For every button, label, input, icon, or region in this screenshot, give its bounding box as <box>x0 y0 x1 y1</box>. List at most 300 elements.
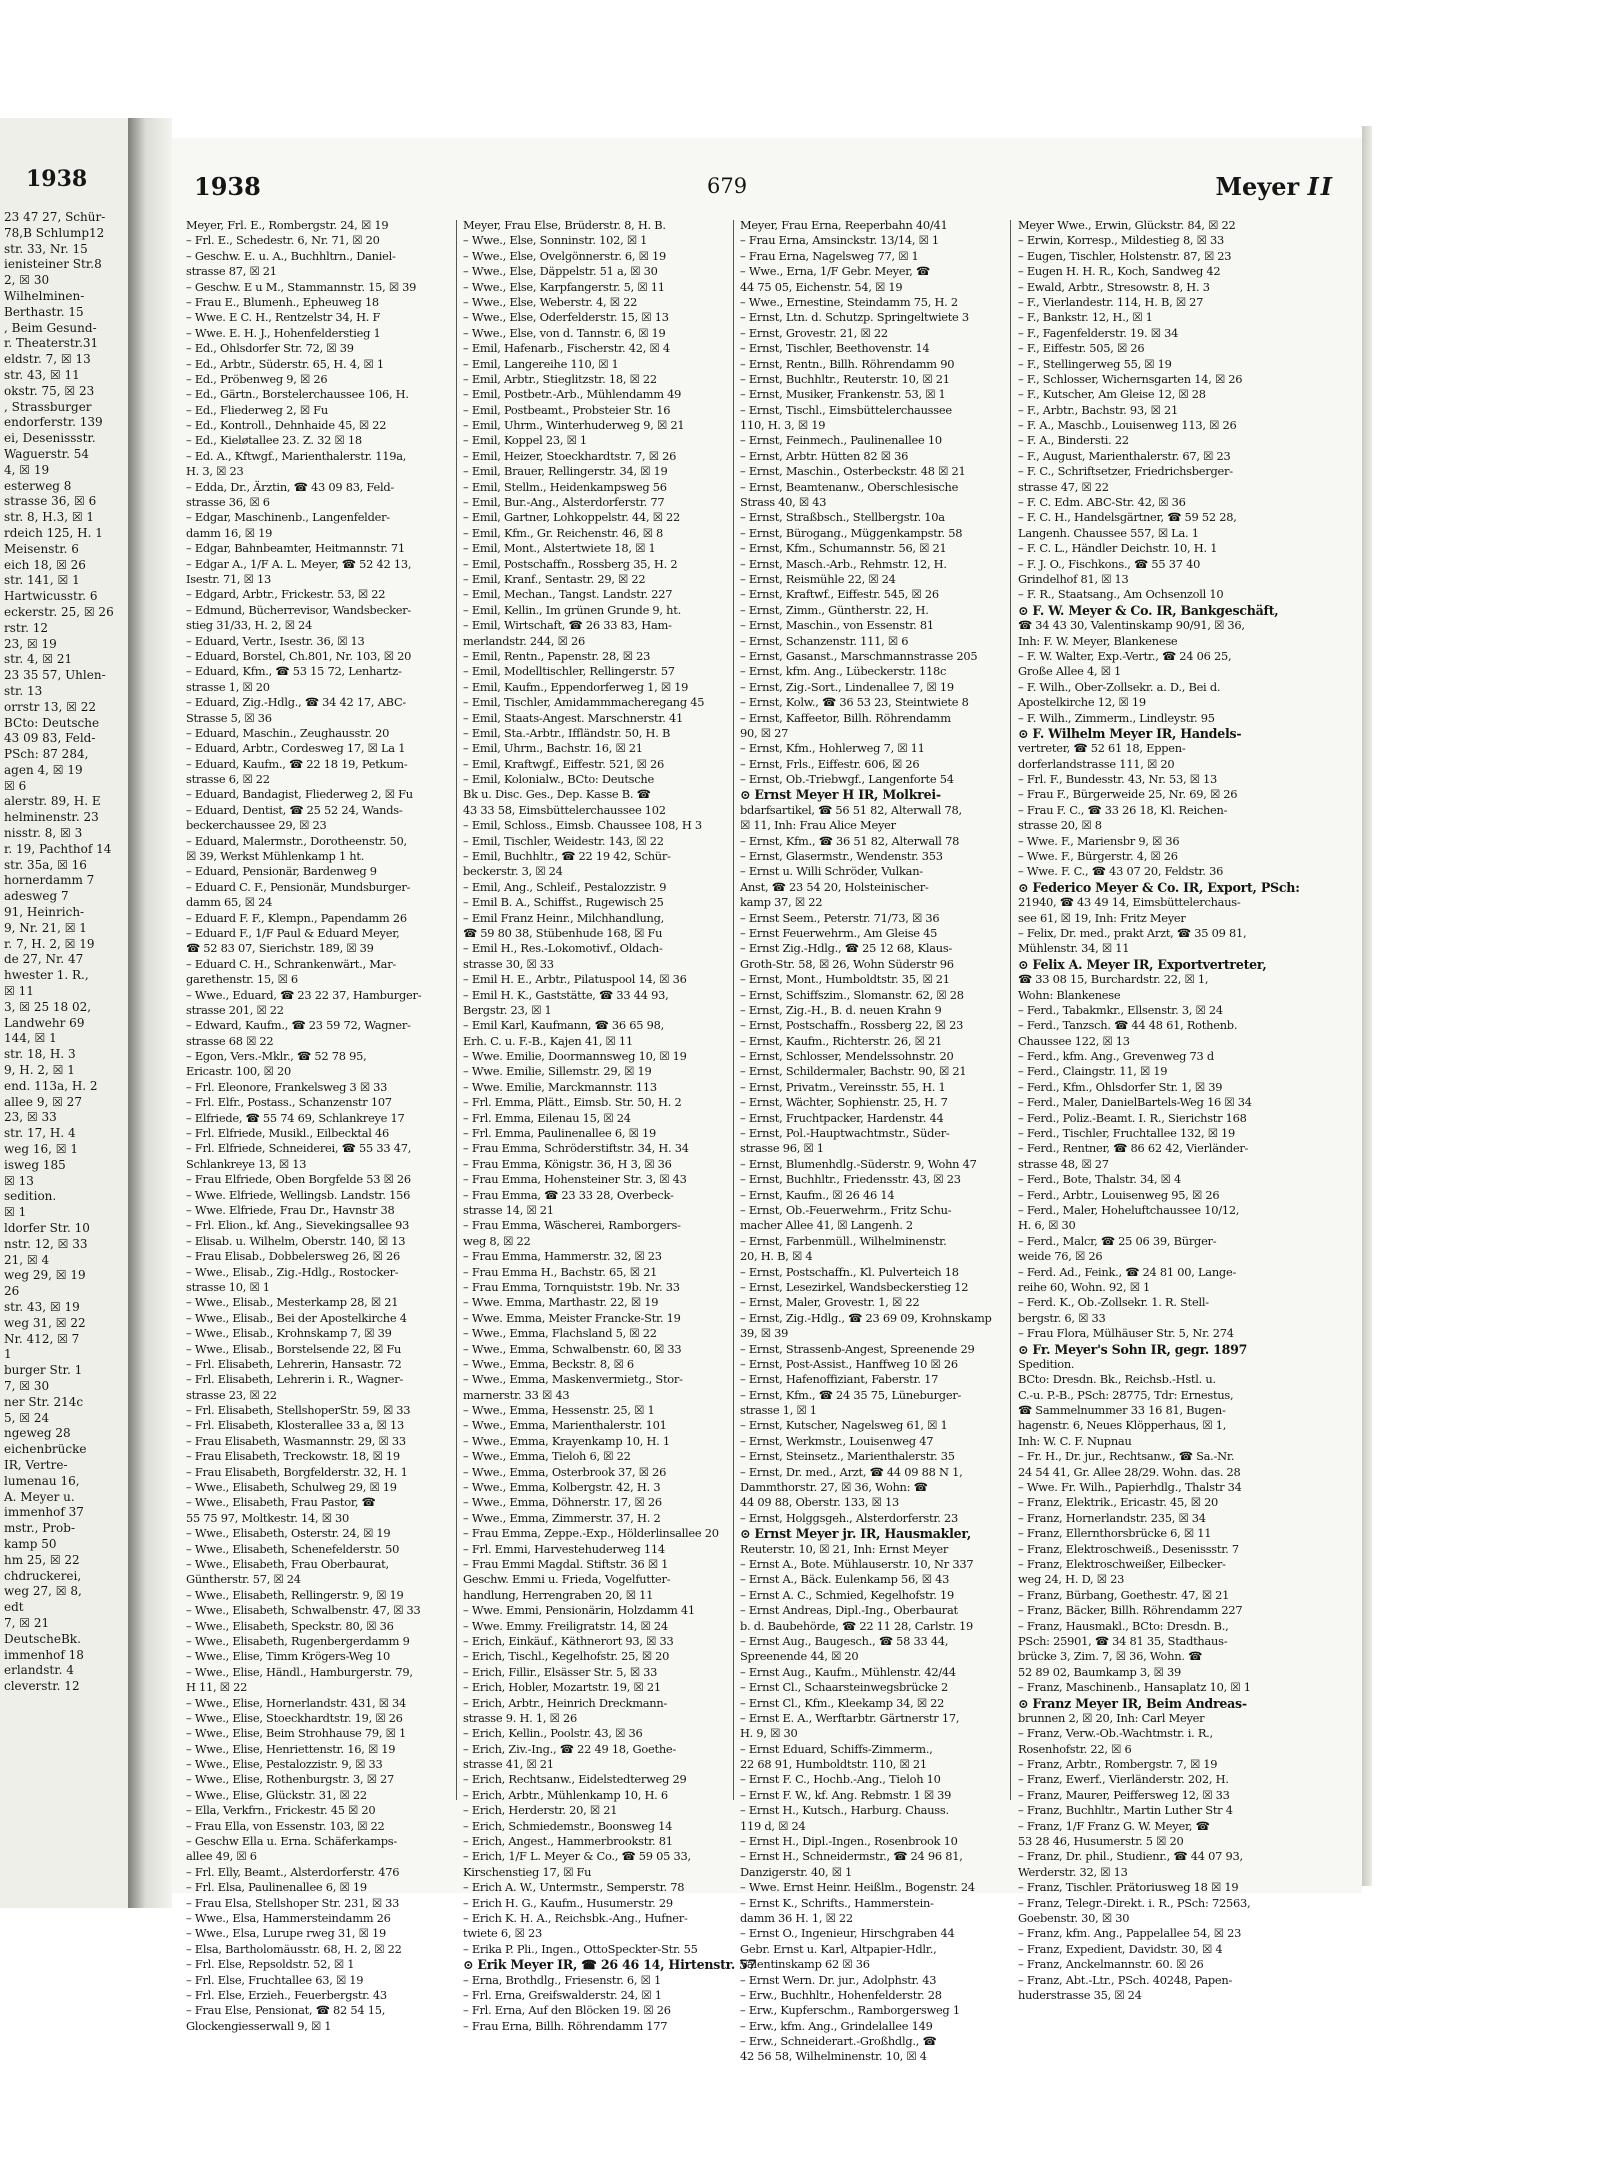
directory-entry-line: PSch: 25901, ☎ 34 81 35, Stadthaus- <box>1018 1633 1228 1648</box>
directory-entry-line: – Geschw. E u M., Stammannstr. 15, ☒ 39 <box>186 279 417 294</box>
directory-entry-line: – Ernst, Schiffszim., Slomanstr. 62, ☒ 28 <box>740 987 964 1002</box>
directory-entry-line: – Wwe., Emma, Marienthalerstr. 101 <box>463 1418 667 1433</box>
directory-entry-line: str. 141, ☒ 1 <box>4 573 80 588</box>
directory-entry-line: – Eduard F. F., Klempn., Papendamm 26 <box>186 910 407 925</box>
directory-entry-line: orrstr 13, ☒ 22 <box>4 699 96 714</box>
directory-entry-line: – Frl. Emma, Paulinenallee 6, ☒ 19 <box>463 1126 656 1141</box>
directory-entry-line: – Emil, Kolonialw., BCto: Deutsche <box>463 772 654 787</box>
directory-entry-line: 90, ☒ 27 <box>740 725 789 740</box>
directory-entry-line: – Ernst A., Bote. Mühlauserstr. 10, Nr 337 <box>740 1556 974 1571</box>
directory-entry-line: – Frau Elisabeth, Treckowstr. 18, ☒ 19 <box>186 1449 400 1464</box>
directory-entry-line: damm 65, ☒ 24 <box>186 895 273 910</box>
directory-entry-line: ☎ 59 80 38, Stübenhude 168, ☒ Fu <box>463 925 663 940</box>
directory-entry-line: Danzigerstr. 40, ☒ 1 <box>740 1864 853 1879</box>
directory-entry-line: – Emil, Rentn., Papenstr. 28, ☒ 23 <box>463 648 651 663</box>
directory-entry-line: – Ernst, Schildermaler, Bachstr. 90, ☒ 21 <box>740 1064 967 1079</box>
directory-entry-line: – Erw., kfm. Ang., Grindelallee 149 <box>740 2018 933 2033</box>
directory-entry-line: weg 24, H. D, ☒ 23 <box>1018 1572 1125 1587</box>
directory-entry-line: – Ernst Eduard, Schiffs-Zimmerm., <box>740 1741 933 1756</box>
directory-entry-line: BCto: Deutsche <box>4 715 100 730</box>
directory-entry-line: – Frau Flora, Mülhäuser Str. 5, Nr. 274 <box>1018 1326 1234 1341</box>
directory-entry-line: – Emil, Heizer, Stoeckhardtstr. 7, ☒ 26 <box>463 448 677 463</box>
directory-entry-line: – Eugen, Tischler, Holstenstr. 87, ☒ 23 <box>1018 248 1232 263</box>
directory-entry-line: – Emil, Arbtr., Stieglitzstr. 18, ☒ 22 <box>463 371 657 386</box>
directory-entry-line: – F. C. Edm. ABC-Str. 42, ☒ 36 <box>1018 495 1186 510</box>
directory-entry-line: 23, ☒ 19 <box>4 636 57 651</box>
directory-entry-line: – Eduard, Dentist, ☎ 25 52 24, Wands- <box>186 802 403 817</box>
directory-entry-line: – Wwe., Eduard, ☎ 23 22 37, Hamburger- <box>186 987 422 1002</box>
directory-entry-line: – F., Stellingerweg 55, ☒ 19 <box>1018 356 1172 371</box>
directory-entry-line: – Erich, Ziv.-Ing., ☎ 22 49 18, Goethe- <box>463 1741 677 1756</box>
directory-entry-line: Waguerstr. 54 <box>4 446 89 461</box>
directory-entry-line: – Frau Emmi Magdal. Stiftstr. 36 ☒ 1 <box>463 1556 669 1571</box>
directory-entry-line: – Eduard, Borstel, Ch.801, Nr. 103, ☒ 20 <box>186 648 412 663</box>
directory-entry-line: – Erich, Hobler, Mozartstr. 19, ☒ 21 <box>463 1680 661 1695</box>
directory-entry-line: ☒ 6 <box>4 778 27 793</box>
directory-entry-line: – Ernst, Postschaffn., Kl. Pulverteich 18 <box>740 1264 959 1279</box>
directory-entry-line: – Frau Ella, von Essenstr. 103, ☒ 22 <box>186 1818 385 1833</box>
directory-entry-line: – Wwe., Else, Karpfangerstr. 5, ☒ 11 <box>463 279 665 294</box>
directory-entry-line: – Ernst H., Dipl.-Ingen., Rosenbrook 10 <box>740 1834 958 1849</box>
directory-entry-line: Reuterstr. 10, ☒ 21, Inh: Ernst Meyer <box>740 1541 949 1556</box>
directory-entry-line: strasse 48, ☒ 27 <box>1018 1156 1109 1171</box>
directory-entry-line: – Frl. Emma, Eilenau 15, ☒ 24 <box>463 1110 631 1125</box>
directory-entry-line: – Wwe. Emma, Meister Francke-Str. 19 <box>463 1310 681 1325</box>
directory-entry-line: – Geschw Ella u. Erna. Schäferkamps- <box>186 1834 397 1849</box>
directory-entry-line: – Emil, Kellin., Im grünen Grunde 9, ht. <box>463 602 681 617</box>
directory-entry-line: – Ernst, Maler, Grovestr. 1, ☒ 22 <box>740 1295 920 1310</box>
directory-entry-line: – F., Arbtr., Bachstr. 93, ☒ 21 <box>1018 402 1178 417</box>
directory-entry-line: 23, ☒ 33 <box>4 1110 57 1125</box>
directory-entry-line: – Emil, Hafenarb., Fischerstr. 42, ☒ 4 <box>463 341 670 356</box>
directory-entry-line: r. 7, H. 2, ☒ 19 <box>4 936 95 951</box>
directory-entry-line: – Wwe. E C. H., Rentzelstr 34, H. F <box>186 310 381 325</box>
directory-entry-line: – Wwe., Elise, Pestalozzistr. 9, ☒ 33 <box>186 1757 383 1772</box>
directory-entry-line: – Ernst, Pol.-Hauptwachtmstr., Süder- <box>740 1126 950 1141</box>
directory-entry-line: ☎ 33 08 15, Burchardstr. 22, ☒ 1, <box>1018 972 1209 987</box>
directory-entry-line: 9, H. 2, ☒ 1 <box>4 1063 75 1078</box>
directory-entry-line: – Ernst F. C., Hochb.-Ang., Tieloh 10 <box>740 1772 941 1787</box>
directory-entry-line: – Ernst, Steinsetz., Marienthalerstr. 35 <box>740 1449 955 1464</box>
directory-entry-line: ☒ 11, Inh: Frau Alice Meyer <box>740 818 896 833</box>
directory-entry-line: – Erich, Kellin., Poolstr. 43, ☒ 36 <box>463 1726 643 1741</box>
directory-entry-line: strasse 10, ☒ 1 <box>186 1279 270 1294</box>
directory-entry-line: sedition. <box>4 1189 57 1204</box>
directory-entry-line: – Wwe., Else, Oderfelderstr. 15, ☒ 13 <box>463 310 669 325</box>
directory-entry-line: huderstrasse 35, ☒ 24 <box>1018 1987 1142 2002</box>
directory-entry-line: – Frl. Else, Repsoldstr. 52, ☒ 1 <box>186 1957 355 1972</box>
directory-entry-line: – Ernst, Gasanst., Marschmannstrasse 205 <box>740 648 978 663</box>
directory-entry-line: – Ernst, kfm. Ang., Lübeckerstr. 118c <box>740 664 947 679</box>
directory-entry-line: – Emil, Kaufm., Eppendorferweg 1, ☒ 19 <box>463 679 689 694</box>
directory-entry-line: – Frau Elisab., Dobbelersweg 26, ☒ 26 <box>186 1249 401 1264</box>
directory-entry-line: H. 3, ☒ 23 <box>186 464 244 479</box>
directory-entry-line: – Ferd., Bote, Thalstr. 34, ☒ 4 <box>1018 1172 1182 1187</box>
directory-entry-line: ⊙ F. W. Meyer & Co. IR, Bankgeschäft, <box>1018 602 1279 618</box>
directory-entry-line: str. 13 <box>4 683 43 698</box>
directory-entry-line: Meyer, Frl. E., Rombergstr. 24, ☒ 19 <box>186 218 389 232</box>
directory-entry-line: – Emil, Sta.-Arbtr., Iffländstr. 50, H. B <box>463 725 671 740</box>
directory-entry-line: – Erich K. H. A., Reichsbk.-Ang., Hufner- <box>463 1910 688 1925</box>
directory-entry-line: Wilhelminen- <box>4 288 85 303</box>
directory-entry-line: – Wwe. Emmi, Pensionärin, Holzdamm 41 <box>463 1603 695 1618</box>
directory-entry-line: IR, Vertre- <box>4 1457 68 1472</box>
directory-entry-line: – Ernst, Maschin., Osterbeckstr. 48 ☒ 21 <box>740 464 966 479</box>
directory-entry-line: – Edgard, Arbtr., Frickestr. 53, ☒ 22 <box>186 587 386 602</box>
directory-entry-line: Anst, ☎ 23 54 20, Holsteinischer- <box>740 879 929 894</box>
directory-entry-line: 39, ☒ 39 <box>740 1326 789 1341</box>
directory-entry-line: – Ferd., Tanzsch. ☎ 44 48 61, Rothenb. <box>1018 1018 1238 1033</box>
directory-entry-line: – Erw., Kupferschm., Ramborgersweg 1 <box>740 2003 960 2018</box>
directory-entry-line: hagenstr. 6, Neues Klöpperhaus, ☒ 1, <box>1018 1418 1227 1433</box>
directory-entry-line: – Emil Franz Heinr., Milchhandlung, <box>463 910 665 925</box>
directory-entry-line: see 61, ☒ 19, Inh: Fritz Meyer <box>1018 910 1186 925</box>
directory-entry-line: 110, H. 3, ☒ 19 <box>740 418 826 433</box>
directory-entry-line: – Eduard, Kaufm., ☎ 22 18 19, Petkum- <box>186 756 408 771</box>
directory-entry-line: – Ernst, Zig.-Hdlg., ☎ 23 69 09, Krohnskamp <box>740 1310 992 1325</box>
directory-entry-line: – Frl. Elfriede, Musikl., Eilbecktal 46 <box>186 1126 390 1141</box>
directory-entry-line: – Emil, Gartner, Lohkoppelstr. 44, ☒ 22 <box>463 510 681 525</box>
directory-entry-line: – Emil, Kfm., Gr. Reichenstr. 46, ☒ 8 <box>463 525 664 540</box>
directory-entry-line: 55 75 97, Moltkestr. 14, ☒ 30 <box>186 1510 350 1525</box>
directory-entry-line: – Franz, Ellernthorsbrücke 6, ☒ 11 <box>1018 1526 1212 1541</box>
directory-entry-line: beckerchaussee 29, ☒ 23 <box>186 818 327 833</box>
directory-entry-line: kamp 50 <box>4 1536 57 1551</box>
directory-entry-line: – Frau F., Bürgerweide 25, Nr. 69, ☒ 26 <box>1018 787 1238 802</box>
directory-entry-line: – Eduard F., 1/F Paul & Eduard Meyer, <box>186 925 400 940</box>
directory-entry-line: – Emil, Postschaffn., Rossberg 35, H. 2 <box>463 556 678 571</box>
directory-entry-line: rdeich 125, H. 1 <box>4 525 103 540</box>
directory-entry-line: – Franz, 1/F Franz G. W. Meyer, ☎ <box>1018 1818 1210 1833</box>
directory-entry-line: – Wwe., Emma, Tieloh 6, ☒ 22 <box>463 1449 631 1464</box>
directory-entry-line: nisstr. 8, ☒ 3 <box>4 826 83 841</box>
directory-entry-line: – Ed., Fliederweg 2, ☒ Fu <box>186 402 328 417</box>
directory-entry-line: – Ernst, Dr. med., Arzt, ☎ 44 09 88 N 1, <box>740 1464 963 1479</box>
directory-entry-line: – Emil, Postbeamt., Probsteier Str. 16 <box>463 402 671 417</box>
directory-entry-line: – Ernst, Buchhltr., Reuterstr. 10, ☒ 21 <box>740 371 950 386</box>
directory-entry-line: Schlankreye 13, ☒ 13 <box>186 1156 307 1171</box>
directory-entry-line: edt <box>4 1600 24 1615</box>
directory-entry-line: – Ernst u. Willi Schröder, Vulkan- <box>740 864 923 879</box>
directory-entry-line: adesweg 7 <box>4 889 69 904</box>
directory-entry-line: weg 8, ☒ 22 <box>463 1233 531 1248</box>
directory-entry-line: – Wwe., Else, Däppelstr. 51 a, ☒ 30 <box>463 264 658 279</box>
page-keyword <box>1215 172 1334 201</box>
directory-entry-line: – Ernst, Ob.-Triebwgf., Langenforte 54 <box>740 772 954 787</box>
directory-entry-line: 23 35 57, Uhlen- <box>4 668 106 683</box>
directory-entry-line: – Wwe., Elisabeth, Frau Oberbaurat, <box>186 1556 389 1571</box>
directory-entry-line: strasse 23, ☒ 22 <box>186 1387 277 1402</box>
directory-entry-line: 22 68 91, Humboldtstr. 110, ☒ 21 <box>740 1757 927 1772</box>
directory-entry-line: – Ernst, Strassenb-Angest, Spreenende 29 <box>740 1341 975 1356</box>
directory-entry-line: – F. A., Bindersti. 22 <box>1018 433 1129 448</box>
directory-entry-line: – Ernst, Kaufm., Richterstr. 26, ☒ 21 <box>740 1033 942 1048</box>
directory-entry-line: – Frl. Elisabeth, Lehrerin, Hansastr. 72 <box>186 1356 402 1371</box>
directory-entry-line: A. Meyer u. <box>4 1489 75 1504</box>
directory-entry-line: 44 75 05, Eichenstr. 54, ☒ 19 <box>740 279 903 294</box>
directory-entry-line: – Ernst Cl., Schaarsteinwegsbrücke 2 <box>740 1680 948 1695</box>
directory-entry-line: – Ernst A. C., Schmied, Kegelhofstr. 19 <box>740 1587 954 1602</box>
directory-entry-line: – Eduard, Maschin., Zeughausstr. 20 <box>186 725 390 740</box>
directory-entry-line: – Emil, Koppel 23, ☒ 1 <box>463 433 587 448</box>
directory-entry-line: – Ferd., Maler, DanielBartels-Weg 16 ☒ 34 <box>1018 1095 1252 1110</box>
directory-entry-line: – Emil, Mechan., Tangst. Landstr. 227 <box>463 587 673 602</box>
directory-entry-line: – Ed. A., Kftwgf., Marienthalerstr. 119a, <box>186 448 407 463</box>
directory-entry-line: eichenbrücke <box>4 1442 87 1457</box>
directory-entry-line: 43 09 83, Feld- <box>4 731 96 746</box>
directory-entry-line: kamp 37, ☒ 22 <box>740 895 823 910</box>
directory-entry-line: H 11, ☒ 22 <box>186 1680 248 1695</box>
keyword-section: II <box>1307 172 1334 201</box>
directory-entry-line: – Emil B. A., Schiffst., Rugewisch 25 <box>463 895 664 910</box>
directory-entry-line: damm 36 H. 1, ☒ 22 <box>740 1910 853 1925</box>
directory-entry-line: – Frau Elisabeth, Wasmannstr. 29, ☒ 33 <box>186 1433 406 1448</box>
directory-entry-line: – Emil H. E., Arbtr., Pilatuspool 14, ☒ 36 <box>463 972 687 987</box>
directory-entry-line: Meisenstr. 6 <box>4 541 79 556</box>
directory-entry-line: strasse 201, ☒ 22 <box>186 1002 284 1017</box>
directory-entry-line: – Wwe., Elisabeth, Schwalbenstr. 47, ☒ 33 <box>186 1603 421 1618</box>
directory-entry-line: 5, ☒ 24 <box>4 1410 50 1425</box>
directory-entry-line: Glockengiesserwall 9, ☒ 1 <box>186 2018 332 2033</box>
directory-entry-line: – Edgar, Maschinenb., Langenfelder- <box>186 510 390 525</box>
directory-entry-line: – Emil, Uhrm., Bachstr. 16, ☒ 21 <box>463 741 643 756</box>
directory-entry-line: – Wwe., Elise, Hornerlandstr. 431, ☒ 34 <box>186 1695 407 1710</box>
directory-entry-line: – Franz, Dr. phil., Studienr., ☎ 44 07 93, <box>1018 1849 1243 1864</box>
directory-entry-line: – Wwe., Erna, 1/F Gebr. Meyer, ☎ <box>740 264 930 279</box>
directory-entry-line: – Ernst, Blumenhdlg.-Süderstr. 9, Wohn 47 <box>740 1156 977 1171</box>
directory-entry-line: – Ernst, Ltn. d. Schutzp. Springeltwiete 3 <box>740 310 969 325</box>
directory-entry-line: – Wwe., Emma, Zimmerstr. 37, H. 2 <box>463 1510 661 1525</box>
directory-entry-line: immenhof 18 <box>4 1647 84 1662</box>
directory-entry-line: – Frl. E., Schedestr. 6, Nr. 71, ☒ 20 <box>186 233 380 248</box>
directory-entry-line: – Frl. Elisabeth, Lehrerin i. R., Wagner- <box>186 1372 404 1387</box>
directory-entry-line: dorferlandstrasse 111, ☒ 20 <box>1018 756 1175 771</box>
directory-entry-line: immenhof 37 <box>4 1505 84 1520</box>
directory-entry-line: – Frau Elfriede, Oben Borgfelde 53 ☒ 26 <box>186 1172 411 1187</box>
directory-entry-line: – Ernst, Glasermstr., Wendenstr. 353 <box>740 849 943 864</box>
directory-entry-line: – Frl. Elly, Beamt., Alsterdorferstr. 476 <box>186 1864 400 1879</box>
directory-entry-line: – Elisab. u. Wilhelm, Oberstr. 140, ☒ 13 <box>186 1233 406 1248</box>
directory-entry-line: 20, H. B, ☒ 4 <box>740 1249 813 1264</box>
directory-entry-line: – Frl. F., Bundesstr. 43, Nr. 53, ☒ 13 <box>1018 772 1218 787</box>
directory-entry-line: – Frl. Else, Fruchtallee 63, ☒ 19 <box>186 1972 364 1987</box>
directory-entry-line: – Wwe., Emma, Flachsland 5, ☒ 22 <box>463 1326 657 1341</box>
directory-entry-line: – Wwe., Elisabeth, Schulweg 29, ☒ 19 <box>186 1480 397 1495</box>
directory-entry-line: – Emil, Modelltischler, Rellingerstr. 57 <box>463 664 675 679</box>
directory-entry-line: alerstr. 89, H. E <box>4 794 101 809</box>
directory-entry-line: Hartwicusstr. 6 <box>4 589 98 604</box>
directory-entry-line: burger Str. 1 <box>4 1363 83 1378</box>
directory-entry-line: – Ernst, Kfm., ☎ 36 51 82, Alterwall 78 <box>740 833 960 848</box>
directory-entry-line: – Ernst Andreas, Dipl.-Ing., Oberbaurat <box>740 1603 958 1618</box>
directory-entry-line: – Erich, Rechtsanw., Eidelstedterweg 29 <box>463 1772 687 1787</box>
directory-entry-line: – Emil, Schloss., Eimsb. Chaussee 108, H 3 <box>463 818 702 833</box>
directory-entry-line: ienisteiner Str.8 <box>4 257 102 272</box>
directory-entry-line: PSch: 87 284, <box>4 747 89 762</box>
directory-entry-line: – Frl. Elion., kf. Ang., Sievekingsallee 93 <box>186 1218 410 1233</box>
directory-entry-line: – Erika P. Pli., Ingen., OttoSpeckter-Str. 55 <box>463 1941 698 1956</box>
directory-entry-line: 26 <box>4 1284 20 1299</box>
directory-entry-line: – Ernst, Post-Assist., Hanffweg 10 ☒ 26 <box>740 1356 958 1371</box>
directory-entry-line: – Frau E., Blumenh., Epheuweg 18 <box>186 294 379 309</box>
directory-entry-line: – Ferd., Poliz.-Beamt. I. R., Sierichstr 168 <box>1018 1110 1247 1125</box>
directory-entry-line: – Ferd., Tischler, Fruchtallee 132, ☒ 19 <box>1018 1126 1236 1141</box>
directory-entry-line: reihe 60, Wohn. 92, ☒ 1 <box>1018 1279 1151 1294</box>
directory-entry-line: Inh: W. C. F. Nupnau <box>1018 1433 1132 1448</box>
directory-entry-line: – Emil, Buchhltr., ☎ 22 19 42, Schür- <box>463 849 671 864</box>
directory-entry-line: – Erich H. G., Kaufm., Husumerstr. 29 <box>463 1895 673 1910</box>
directory-entry-line: – Wwe., Elise, Glückstr. 31, ☒ 22 <box>186 1787 367 1802</box>
directory-entry-line: strasse 6, ☒ 22 <box>186 772 270 787</box>
directory-entry-line: – Wwe., Else, von d. Tannstr. 6, ☒ 19 <box>463 325 666 340</box>
directory-entry-line: ⊙ Fr. Meyer's Sohn IR, gegr. 1897 <box>1018 1341 1248 1357</box>
directory-entry-line: merlandstr. 244, ☒ 26 <box>463 633 585 648</box>
directory-entry-line: hwester 1. R., <box>4 968 89 983</box>
directory-entry-line: – Ed., Pröbenweg 9, ☒ 26 <box>186 371 328 386</box>
directory-entry-line: – Franz, Hausmakl., BCto: Dresdn. B., <box>1018 1618 1229 1633</box>
directory-entry-line: – Frl. Elisabeth, StellshoperStr. 59, ☒ 33 <box>186 1403 411 1418</box>
directory-entry-line: – F., Kutscher, Am Gleise 12, ☒ 28 <box>1018 387 1206 402</box>
directory-entry-line: – Ernst, Kutscher, Nagelsweg 61, ☒ 1 <box>740 1418 948 1433</box>
directory-entry-line: – F., Schlosser, Wichernsgarten 14, ☒ 26 <box>1018 371 1243 386</box>
directory-entry-line: 91, Heinrich- <box>4 905 85 920</box>
directory-entry-line: – Erich, Arbtr., Mühlenkamp 10, H. 6 <box>463 1787 668 1802</box>
directory-entry-line: allee 49, ☒ 6 <box>186 1849 257 1864</box>
directory-entry-line: Kirschenstieg 17, ☒ Fu <box>463 1864 592 1879</box>
previous-page-header: 1938 <box>26 166 88 192</box>
directory-entry-line: – Ernst, Kraftwf., Eiffestr. 545, ☒ 26 <box>740 587 939 602</box>
directory-entry-line: – Franz, Buchhltr., Martin Luther Str 4 <box>1018 1803 1233 1818</box>
directory-entry-line: – Ernst, Kfm., Schumannstr. 56, ☒ 21 <box>740 541 947 556</box>
directory-entry-line: ⊙ Ernst Meyer jr. IR, Hausmakler, <box>740 1526 972 1542</box>
directory-entry-line: – Eduard, Bandagist, Fliederweg 2, ☒ Fu <box>186 787 413 802</box>
directory-entry-line: – Edgar A., 1/F A. L. Meyer, ☎ 52 42 13, <box>186 556 412 571</box>
directory-entry-line: – Wwe., Elise, Stoeckhardtstr. 19, ☒ 26 <box>186 1710 403 1725</box>
directory-entry-line: Valentinskamp 62 ☒ 36 <box>740 1957 870 1972</box>
directory-entry-line: – Wwe., Emma, Krayenkamp 10, H. 1 <box>463 1433 670 1448</box>
directory-entry-line: – Ernst, Buchhltr., Friedensstr. 43, ☒ 23 <box>740 1172 961 1187</box>
directory-entry-line: – Frau Emma, Zeppe.-Exp., Hölderlinsallee 20 <box>463 1526 719 1541</box>
directory-entry-line: 23 47 27, Schür- <box>4 210 106 224</box>
directory-entry-line: macher Allee 41, ☒ Langenh. 2 <box>740 1218 913 1233</box>
directory-entry-line: – Wwe., Elisabeth, Speckstr. 80, ☒ 36 <box>186 1618 394 1633</box>
directory-entry-line: – Erich A. W., Untermstr., Semperstr. 78 <box>463 1880 685 1895</box>
directory-entry-line: – Frl. Erna, Auf den Blöcken 19. ☒ 26 <box>463 2003 671 2018</box>
directory-entry-line: – Frau Emma, ☎ 23 33 28, Overbeck- <box>463 1187 674 1202</box>
directory-entry-line: – Frau Erna, Billh. Röhrendamm 177 <box>463 2018 668 2033</box>
directory-entry-line: 9, Nr. 21, ☒ 1 <box>4 920 87 935</box>
directory-entry-line: – Wwe., Else, Sonninstr. 102, ☒ 1 <box>463 233 648 248</box>
directory-entry-line: – Wwe. F., Bürgerstr. 4, ☒ 26 <box>1018 849 1178 864</box>
directory-entry-line: – Edward, Kaufm., ☎ 23 59 72, Wagner- <box>186 1018 411 1033</box>
directory-entry-line: – Ernst, Privatm., Vereinsstr. 55, H. 1 <box>740 1079 946 1094</box>
directory-entry-line: – Eduard, Malermstr., Dorotheenstr. 50, <box>186 833 407 848</box>
directory-entry-line: strasse 96, ☒ 1 <box>740 1141 824 1156</box>
directory-entry-line: Ericastr. 100, ☒ 20 <box>186 1064 291 1079</box>
directory-entry-line: Isestr. 71, ☒ 13 <box>186 571 272 586</box>
directory-entry-line: strasse 1, ☒ 20 <box>186 679 270 694</box>
directory-entry-line: – Ernst Aug., Kaufm., Mühlenstr. 42/44 <box>740 1664 956 1679</box>
directory-entry-line: – Wwe. F. C., ☎ 43 07 20, Feldstr. 36 <box>1018 864 1224 879</box>
directory-entry-line: – Emil, Postbetr.-Arb., Mühlendamm 49 <box>463 387 682 402</box>
directory-entry-line: beckerstr. 3, ☒ 24 <box>463 864 563 879</box>
directory-entry-line: marnerstr. 33 ☒ 43 <box>463 1387 570 1402</box>
directory-entry-line: – F., Bankstr. 12, H., ☒ 1 <box>1018 310 1153 325</box>
directory-entry-line: r. Theaterstr.31 <box>4 336 99 351</box>
directory-entry-line: – Emil, Ang., Schleif., Pestalozzistr. 9 <box>463 879 667 894</box>
directory-entry-line: – Eduard C. F., Pensionär, Mundsburger- <box>186 879 411 894</box>
directory-entry-line: – Ferd., Malcr, ☎ 25 06 39, Bürger- <box>1018 1233 1217 1248</box>
directory-entry-line: Werderstr. 32, ☒ 13 <box>1018 1864 1128 1879</box>
directory-entry-line: – Wwe., Elisab., Zig.-Hdlg., Rostocker- <box>186 1264 399 1279</box>
directory-entry-line: de 27, Nr. 47 <box>4 952 84 967</box>
directory-entry-line: – Frau Emma, Königstr. 36, H 3, ☒ 36 <box>463 1156 672 1171</box>
directory-entry-line: str. 17, H. 4 <box>4 1126 76 1141</box>
directory-entry-line: – Ernst Feuerwehrm., Am Gleise 45 <box>740 925 938 940</box>
directory-entry-line: – Wwe., Elisabeth, Rugenbergerdamm 9 <box>186 1633 410 1648</box>
directory-entry-line: damm 16, ☒ 19 <box>186 525 273 540</box>
directory-entry-line: – Frau Erna, Amsinckstr. 13/14, ☒ 1 <box>740 233 939 248</box>
directory-entry-line: – Wwe. Ernst Heinr. Heißlm., Bogenstr. 24 <box>740 1880 975 1895</box>
directory-entry-line: – Frau Erna, Nagelsweg 77, ☒ 1 <box>740 248 919 263</box>
directory-entry-line: – Wwe., Elise, Händl., Hamburgerstr. 79, <box>186 1664 413 1679</box>
directory-entry-line: – Frl. Emma, Plätt., Eimsb. Str. 50, H. 2 <box>463 1095 682 1110</box>
directory-entry-line: , Strassburger <box>4 399 92 414</box>
directory-entry-line: – Ernst H., Kutsch., Harburg. Chauss. <box>740 1803 949 1818</box>
directory-entry-line: – Erich, Einkäuf., Käthnerort 93, ☒ 33 <box>463 1633 674 1648</box>
directory-entry-line: – Erwin, Korresp., Mildestieg 8, ☒ 33 <box>1018 233 1225 248</box>
directory-entry-line: strasse 47, ☒ 22 <box>1018 479 1109 494</box>
directory-entry-line: – Wwe. Elfriede, Wellingsb. Landstr. 156 <box>186 1187 411 1202</box>
directory-entry-line: – Ferd. Ad., Feink., ☎ 24 81 00, Lange- <box>1018 1264 1237 1279</box>
directory-entry-line: – Franz, Maurer, Peiffersweg 12, ☒ 33 <box>1018 1787 1230 1802</box>
column-1 <box>186 218 448 2034</box>
directory-entry-line: – F. Wilh., Ober-Zollsekr. a. D., Bei d. <box>1018 679 1221 694</box>
directory-entry-line: – Franz, Bürbang, Goethestr. 47, ☒ 21 <box>1018 1587 1230 1602</box>
directory-entry-line: Langenh. Chaussee 557, ☒ La. 1 <box>1018 525 1199 540</box>
directory-entry-line: – F. Wilh., Zimmerm., Lindleystr. 95 <box>1018 710 1215 725</box>
directory-entry-line: Große Allee 4, ☒ 1 <box>1018 664 1122 679</box>
directory-entry-line: – Ernst, Schanzenstr. 111, ☒ 6 <box>740 633 909 648</box>
directory-entry-line: str. 8, H.3, ☒ 1 <box>4 510 95 525</box>
directory-entry-line: ☒ 39, Werkst Mühlenkamp 1 ht. <box>186 849 365 864</box>
directory-entry-line: – Wwe., Elisabeth, Frau Pastor, ☎ <box>186 1495 376 1510</box>
directory-entry-line: – Eugen H. H. R., Koch, Sandweg 42 <box>1018 264 1221 279</box>
directory-entry-line: – F., August, Marienthalerstr. 67, ☒ 23 <box>1018 448 1231 463</box>
directory-entry-line: – Wwe., Elisab., Borstelsende 22, ☒ Fu <box>186 1341 402 1356</box>
directory-entry-line: – Frau F. C., ☎ 33 26 18, Kl. Reichen- <box>1018 802 1228 817</box>
directory-entry-line: agen 4, ☒ 19 <box>4 762 83 777</box>
directory-entry-line: – Frl. Else, Erzieh., Feuerbergstr. 43 <box>186 1987 387 2002</box>
directory-entry-line: – Ewald, Arbtr., Stresowstr. 8, H. 3 <box>1018 279 1210 294</box>
directory-entry-line: strasse 30, ☒ 33 <box>463 956 554 971</box>
directory-entry-line: – Emil, Langereihe 110, ☒ 1 <box>463 356 619 371</box>
directory-entry-line: – Ernst Aug., Baugesch., ☎ 58 33 44, <box>740 1633 949 1648</box>
directory-entry-line: Goebenstr. 30, ☒ 30 <box>1018 1910 1130 1925</box>
directory-entry-line: – Edgar, Bahnbeamter, Heitmannstr. 71 <box>186 541 405 556</box>
directory-entry-line: – Ernst Wern. Dr. jur., Adolphstr. 43 <box>740 1972 937 1987</box>
directory-entry-line: stieg 31/33, H. 2, ☒ 24 <box>186 618 313 633</box>
directory-entry-line: weg 16, ☒ 1 <box>4 1142 78 1157</box>
directory-entry-line: Güntherstr. 57, ☒ 24 <box>186 1572 301 1587</box>
directory-entry-line: Landwehr 69 <box>4 1015 85 1030</box>
directory-entry-line: strasse 36, ☒ 6 <box>4 494 97 509</box>
directory-entry-line: 3, ☒ 25 18 02, <box>4 999 92 1014</box>
directory-entry-line: Mühlenstr. 34, ☒ 11 <box>1018 941 1130 956</box>
directory-entry-line: esterweg 8 <box>4 478 72 493</box>
directory-entry-line: strasse 41, ☒ 21 <box>463 1757 554 1772</box>
directory-entry-line: 7, ☒ 30 <box>4 1378 50 1393</box>
